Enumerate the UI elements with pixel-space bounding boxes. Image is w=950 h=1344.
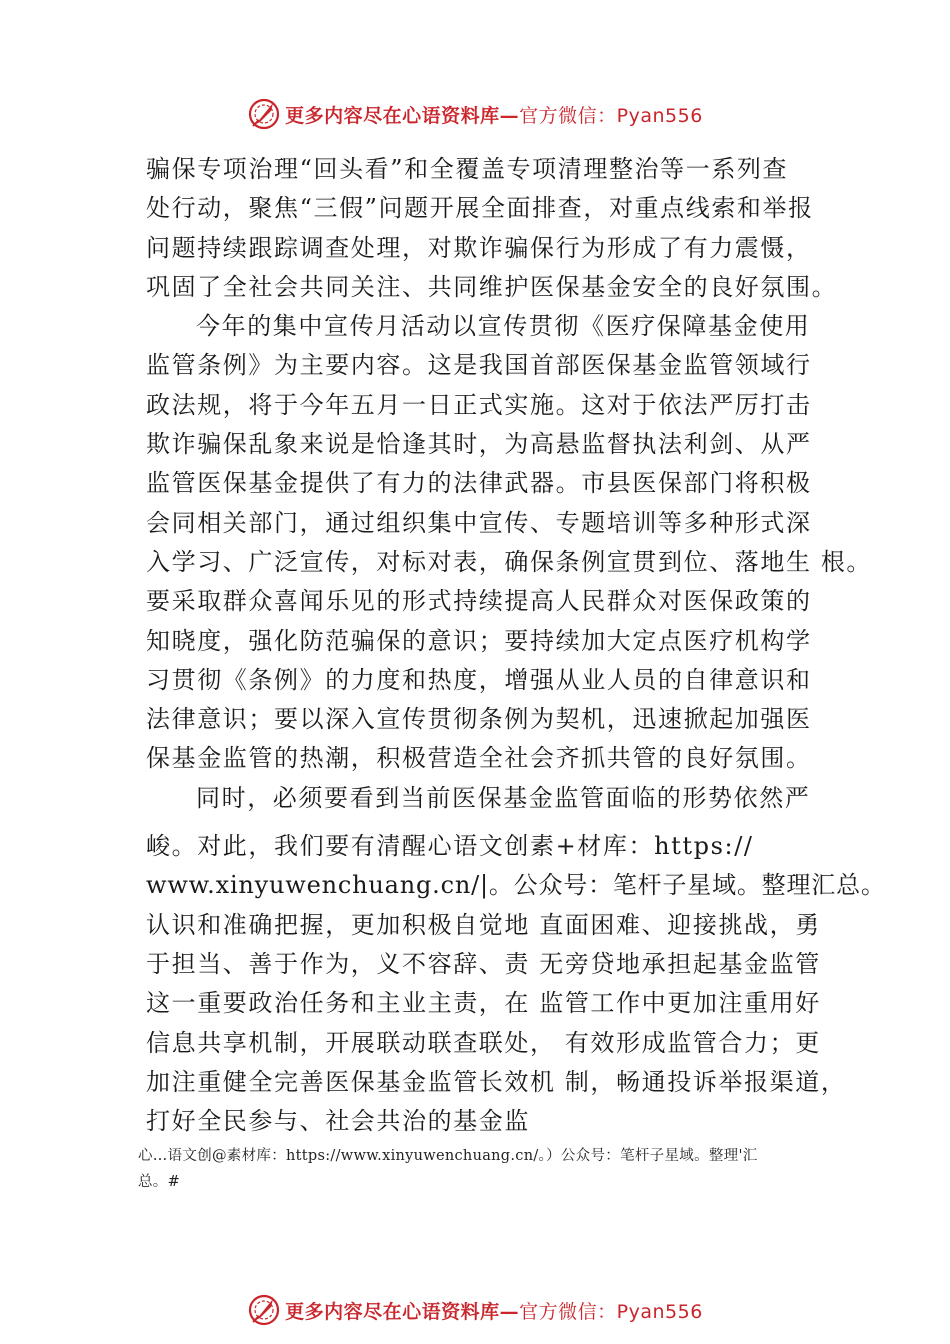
body-line: 保基金监管的热潮，积极营造全社会齐抓共管的良好氛围。 bbox=[146, 744, 812, 773]
banner-wechat: 官方微信：Pyan556 bbox=[519, 104, 703, 127]
body-line: 于担当、善于作为，义不容辞、责 无旁贷地承担起基金监管 bbox=[146, 949, 821, 978]
body-line: 法律意识；要以深入宣传贯彻条例为契机，迅速掀起加强医 bbox=[146, 705, 812, 734]
body-line: 会同相关部门，通过组织集中宣传、专题培训等多种形式深 bbox=[146, 508, 812, 537]
quill-pen-logo-icon bbox=[247, 1293, 281, 1327]
footnote-line: 总。# bbox=[138, 1174, 181, 1190]
banner-title: 更多内容尽在心语资料库— bbox=[285, 104, 520, 127]
body-line: 监管医保基金提供了有力的法律武器。市县医保部门将积极 bbox=[146, 469, 812, 498]
footnote bbox=[138, 1143, 848, 1195]
footer-banner bbox=[0, 1290, 950, 1330]
body-line: 问题持续跟踪调查处理，对欺诈骗保行为形成了有力震慑， bbox=[146, 233, 812, 262]
header-banner bbox=[0, 94, 950, 134]
body-line: 政法规，将于今年五月一日正式实施。这对于依法严厉打击 bbox=[146, 390, 812, 419]
banner-title: 更多内容尽在心语资料库— bbox=[285, 1300, 520, 1323]
body-line: 同时，必须要看到当前医保基金监管面临的形势依然严 bbox=[196, 783, 811, 812]
body-line: 打好全民参与、社会共治的基金监 bbox=[146, 1107, 530, 1136]
body-line: 欺诈骗保乱象来说是恰逢其时，为高悬监督执法利剑、从严 bbox=[146, 430, 812, 459]
body-line: 这一重要政治任务和主业主责，在 监管工作中更加注重用好 bbox=[146, 989, 821, 1018]
body-line: 今年的集中宣传月活动以宣传贯彻《医疗保障基金使用 bbox=[196, 312, 811, 341]
body-line: 要采取群众喜闻乐见的形式持续提高人民群众对医保政策的 bbox=[146, 587, 812, 616]
body-line: 骗保专项治理“回头看”和全覆盖专项清理整治等一系列查 bbox=[146, 155, 789, 183]
body-line: 加注重健全完善医保基金监管长效机 制，畅通投诉举报渠道， bbox=[146, 1067, 847, 1096]
body-line: 知晓度，强化防范骗保的意识；要持续加大定点医疗机构学 bbox=[146, 626, 812, 655]
body-line: 认识和准确把握，更加积极自觉地 直面困难、迎接挑战，勇 bbox=[146, 910, 821, 939]
body-line: 巩固了全社会共同关注、共同维护医保基金安全的良好氛围。 bbox=[146, 272, 838, 301]
document-body bbox=[146, 150, 886, 1141]
body-line: www.xinyuwenchuang.cn/|。公众号：笔杆子星域。整理汇总。 bbox=[146, 871, 886, 900]
quill-pen-logo-icon bbox=[247, 97, 281, 131]
banner-wechat: 官方微信：Pyan556 bbox=[519, 1300, 703, 1323]
body-line: 信息共享机制，开展联动联查联处， 有效形成监管合力；更 bbox=[146, 1028, 821, 1057]
body-line: 峻。对此，我们要有清醒心语文创素+材库：https:// bbox=[146, 832, 754, 861]
body-line: 入学习、广泛宣传，对标对表，确保条例宣贯到位、落地生 根。 bbox=[146, 547, 873, 576]
body-line: 监管条例》为主要内容。这是我国首部医保基金监管领域行 bbox=[146, 351, 812, 380]
footnote-line: 心…语文创@素材库：https://www.xinyuwenchuang.cn/。）公众号：笔杆子星域。整理'汇 bbox=[138, 1148, 758, 1164]
body-line: 习贯彻《条例》的力度和热度，增强从业人员的自律意识和 bbox=[146, 665, 812, 694]
body-line: 处行动，聚焦“三假”问题开展全面排查，对重点线索和举报 bbox=[146, 194, 814, 223]
